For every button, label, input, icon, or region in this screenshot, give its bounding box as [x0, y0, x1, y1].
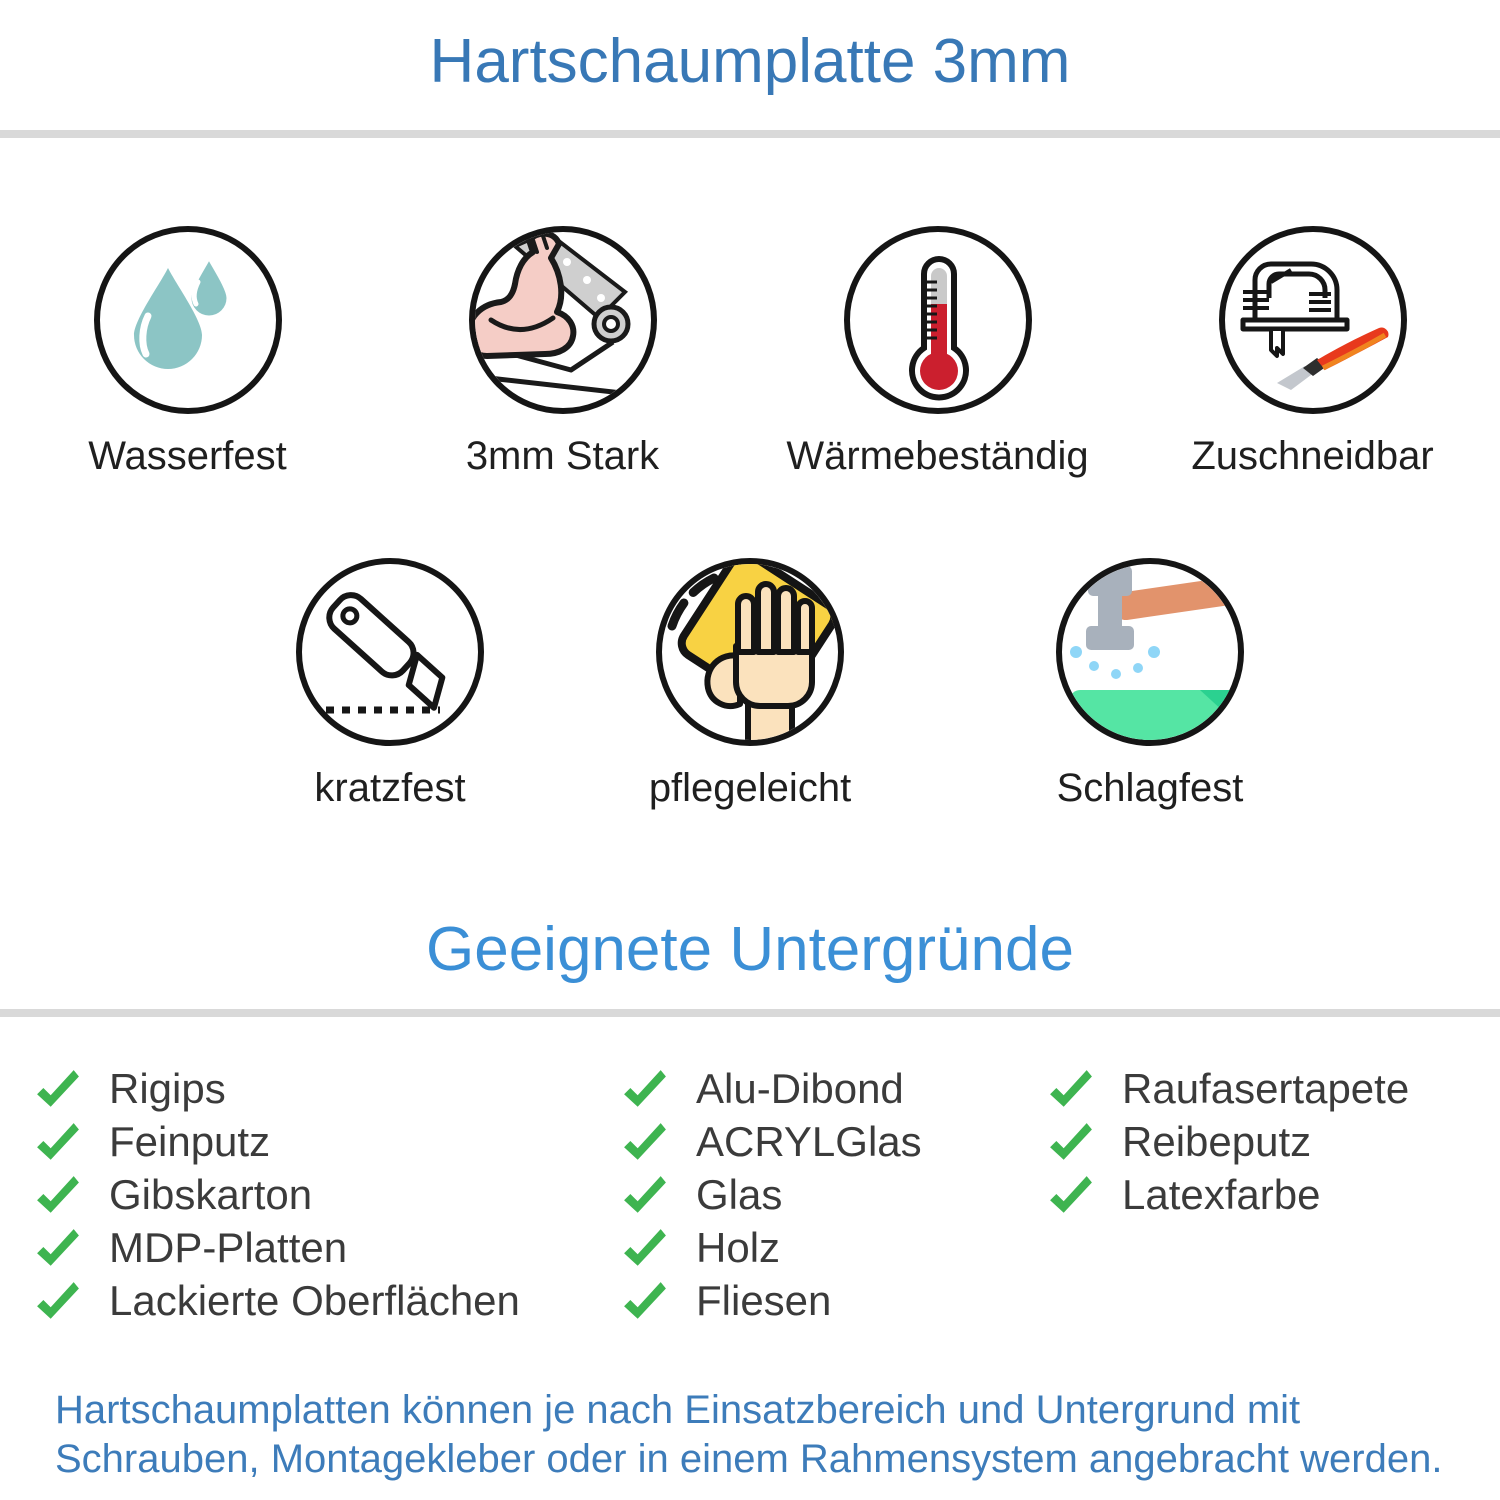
- list-item: [1048, 1168, 1498, 1221]
- muscle-arm-icon: [463, 220, 663, 420]
- substrate-column-1: [35, 1062, 625, 1327]
- checkmark-icon: [35, 1228, 81, 1268]
- checkmark-icon: [622, 1281, 668, 1321]
- substrate-label: MDP-Platten: [109, 1223, 348, 1271]
- feature-label: Wärmebeständig: [786, 434, 1089, 478]
- substrate-label: Lackierte Oberflächen: [109, 1276, 520, 1324]
- substrate-label: Raufasertapete: [1122, 1064, 1410, 1112]
- substrate-column-3: [1048, 1062, 1498, 1221]
- list-item: [622, 1221, 1052, 1274]
- list-item: [622, 1062, 1052, 1115]
- footer-note: [55, 1386, 1442, 1484]
- checkmark-icon: [35, 1175, 81, 1215]
- utility-knife-icon: [290, 552, 490, 752]
- footer-line: Hartschaumplatten können je nach Einsatzbereich und Untergrund mit: [55, 1388, 1301, 1432]
- substrate-label: Glas: [696, 1170, 783, 1218]
- substrate-label: Fliesen: [696, 1276, 832, 1324]
- cleaning-hand-icon: [650, 552, 850, 752]
- feature-label: pflegeleicht: [648, 766, 852, 810]
- feature-kratzfest: [190, 552, 590, 811]
- checkmark-icon: [622, 1228, 668, 1268]
- feature-3mm-stark: [375, 220, 750, 479]
- list-item: [1048, 1115, 1498, 1168]
- list-item: [35, 1168, 625, 1221]
- list-item: [622, 1115, 1052, 1168]
- list-item: [35, 1221, 625, 1274]
- jigsaw-knife-icon: [1213, 220, 1413, 420]
- substrate-label: Alu-Dibond: [696, 1064, 904, 1112]
- checkmark-icon: [1048, 1069, 1094, 1109]
- checkmark-icon: [35, 1281, 81, 1321]
- substrate-label: ACRYLGlas: [696, 1117, 922, 1165]
- feature-schlagfest: [950, 552, 1350, 811]
- thermometer-icon: [838, 220, 1038, 420]
- substrate-label: Gibskarton: [109, 1170, 313, 1218]
- checkmark-icon: [622, 1122, 668, 1162]
- list-item: [622, 1168, 1052, 1221]
- substrate-label: Latexfarbe: [1122, 1170, 1321, 1218]
- substrate-column-2: [622, 1062, 1052, 1327]
- checkmark-icon: [1048, 1175, 1094, 1215]
- water-drops-icon: [88, 220, 288, 420]
- list-item: [35, 1115, 625, 1168]
- substrate-label: Rigips: [109, 1064, 226, 1112]
- checkmark-icon: [622, 1175, 668, 1215]
- feature-zuschneidbar: [1125, 220, 1500, 479]
- list-item: [1048, 1062, 1498, 1115]
- substrate-label: Holz: [696, 1223, 781, 1271]
- checkmark-icon: [35, 1122, 81, 1162]
- substrate-label: Reibeputz: [1122, 1117, 1312, 1165]
- list-item: [35, 1062, 625, 1115]
- substrate-label: Feinputz: [109, 1117, 271, 1165]
- list-item: [622, 1274, 1052, 1327]
- feature-label: Zuschneidbar: [1191, 434, 1434, 478]
- feature-row-1: [0, 220, 1500, 479]
- feature-label: Schlagfest: [1056, 766, 1244, 810]
- section-title: Geeignete Untergründe: [425, 915, 1074, 984]
- feature-wasserfest: [0, 220, 375, 479]
- page-title: Hartschaumplatte 3mm: [429, 27, 1071, 96]
- checkmark-icon: [622, 1069, 668, 1109]
- hammer-icon: [1050, 552, 1250, 752]
- feature-label: 3mm Stark: [465, 434, 660, 478]
- feature-pflegeleicht: [550, 552, 950, 811]
- feature-waermebestaendig: [750, 220, 1125, 479]
- list-item: [35, 1274, 625, 1327]
- feature-label: kratzfest: [314, 766, 466, 810]
- checkmark-icon: [1048, 1122, 1094, 1162]
- feature-label: Wasserfest: [88, 434, 287, 478]
- footer-line: Schrauben, Montagekleber oder in einem Rahmensystem angebracht werden.: [55, 1436, 1443, 1481]
- checkmark-icon: [35, 1069, 81, 1109]
- divider-middle: [0, 1009, 1500, 1017]
- divider-top: [0, 130, 1500, 138]
